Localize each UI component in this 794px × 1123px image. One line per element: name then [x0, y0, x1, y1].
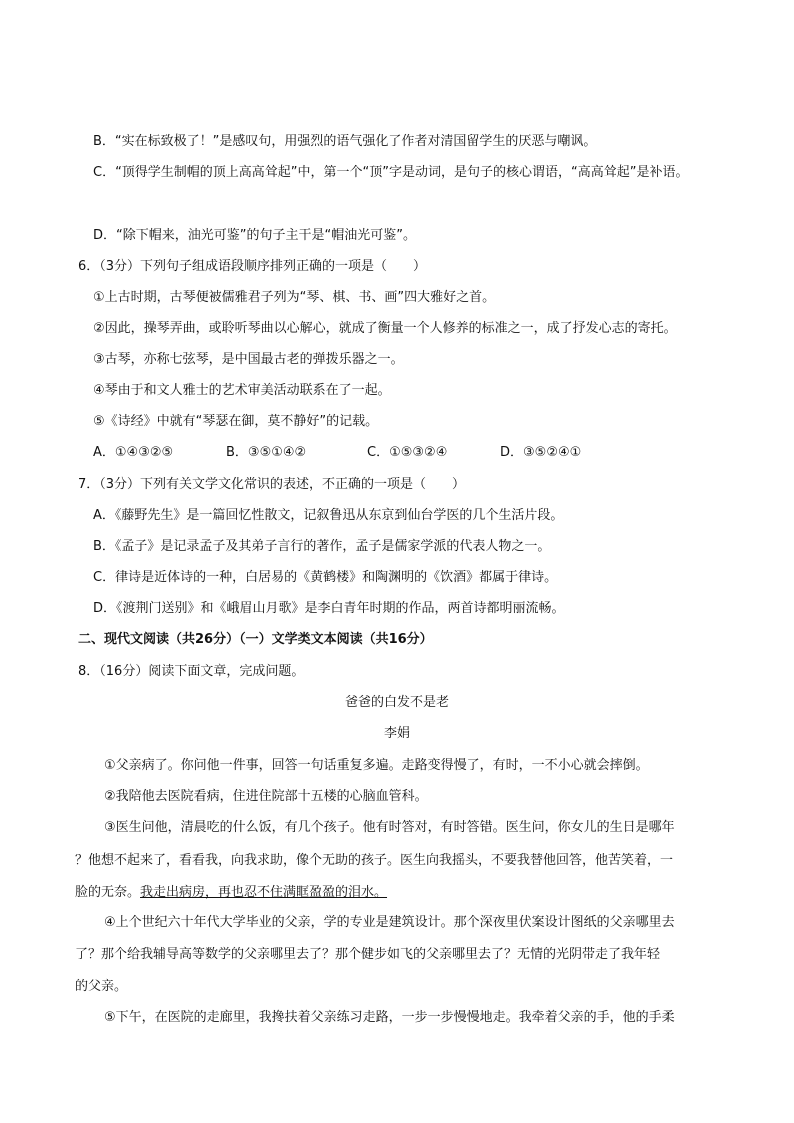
- paragraph-3-line-3: [75, 884, 387, 902]
- q7-option-a: A．《藤野先生》是一篇回忆性散文，记叙鲁迅从东京到仙台学医的几个生活片段。: [93, 508, 564, 523]
- article-title: 爸爸的白发不是老: [344, 695, 449, 710]
- paragraph-2: ②我陪他去医院看病，住进住院部十五楼的心脑血管科。: [104, 789, 428, 804]
- paragraph-3-line-2: ？他想不起来了，看看我，向我求助，像个无助的孩子。医生向我摇头，不要我替他回答，他苦笑着，一: [75, 853, 674, 868]
- q6-choices: [93, 444, 581, 462]
- article-author: 李娟: [383, 726, 410, 741]
- q6-sentence-1: ①上古时期，古琴便被儒雅君子列为“琴、棋、书、画”四大雅好之首。: [93, 290, 496, 305]
- q6-choice-a: A．①④③②⑤: [93, 445, 174, 460]
- q5-option-d: D．“除下帽来，油光可鉴”的句子主干是“帽油光可鉴”。: [93, 228, 416, 243]
- q6-choice-c: C．①⑤③②④: [367, 445, 448, 460]
- q6-choice-d: D．③⑤②④①: [500, 445, 582, 460]
- q6-sentence-5: ⑤《诗经》中就有“琴瑟在御，莫不静好”的记载。: [93, 414, 379, 429]
- paragraph-4-line-1: ④上个世纪六十年代大学毕业的父亲，学的专业是建筑设计。那个深夜里伏案设计图纸的父亲哪里去: [104, 915, 675, 930]
- q5-option-b: B．“实在标致极了！”是感叹句，用强烈的语气强化了作者对清国留学生的厌恶与嘲讽。: [93, 134, 597, 149]
- paragraph-1: ①父亲病了。你问他一件事，回答一句话重复多遍。走路变得慢了，有时，一不小心就会摔倒。: [104, 758, 649, 773]
- q6-sentence-3: ③古琴，亦称七弦琴，是中国最古老的弹拨乐器之一。: [93, 352, 404, 367]
- underlined-sentence: 我走出病房，再也忍不住满眶盈盈的泪水。: [140, 885, 388, 900]
- q7-option-b: B．《孟子》是记录孟子及其弟子言行的著作，孟子是儒家学派的代表人物之一。: [93, 539, 551, 554]
- q5-option-c: C．“顶得学生制帽的顶上高高耸起”中，第一个“顶”字是动词，是句子的核心谓语，“高高耸起”是补语。: [93, 165, 689, 180]
- paragraph-5-line-1: ⑤下午，在医院的走廊里，我搀扶着父亲练习走路，一步一步慢慢地走。我牵着父亲的手，他的手柔: [104, 1010, 675, 1025]
- section-heading: 二、现代文阅读（共26分）（一）文学类文本阅读（共16分）: [78, 632, 433, 647]
- q7-option-c: C．律诗是近体诗的一种，白居易的《黄鹤楼》和陶渊明的《饮酒》都属于律诗。: [93, 570, 558, 585]
- paragraph-3-line-1: ③医生问他，清晨吃的什么饭，有几个孩子。他有时答对，有时答错。医生问，你女儿的生日是哪年: [104, 820, 675, 835]
- paragraph-3-plain-text: 脸的无奈。: [75, 885, 141, 900]
- paragraph-4-line-2: 了？那个给我辅导高等数学的父亲哪里去了？那个健步如飞的父亲哪里去了？无情的光阴带走了我年轻: [75, 947, 661, 962]
- q8-stem: 8．（16分）阅读下面文章，完成问题。: [78, 664, 305, 679]
- paragraph-4-line-3: 的父亲。: [75, 979, 128, 994]
- q6-sentence-4: ④琴由于和文人雅士的艺术审美活动联系在了一起。: [93, 383, 391, 398]
- q6-stem: 6．（3分）下列句子组成语段顺序排列正确的一项是（ ）: [78, 259, 427, 274]
- q6-choice-b: B．③⑤①④②: [226, 445, 307, 460]
- q7-stem: 7．（3分）下列有关文学文化常识的表述，不正确的一项是（ ）: [78, 477, 466, 492]
- q7-option-d: D．《渡荆门送别》和《峨眉山月歌》是李白青年时期的作品，两首诗都明丽流畅。: [93, 601, 565, 616]
- q6-sentence-2: ②因此，操琴弄曲，或聆听琴曲以心解心，就成了衡量一个人修养的标准之一，成了抒发心志的寄托。: [93, 321, 677, 336]
